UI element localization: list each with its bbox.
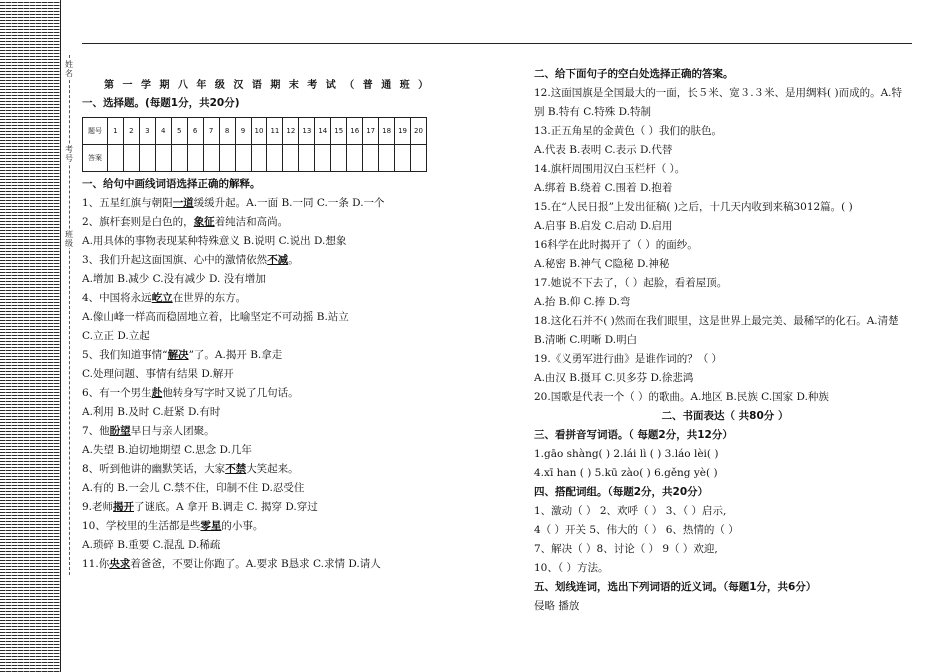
underlined-term: 零星 (200, 520, 222, 532)
line-text: 4（ ）开关 5、伟大的（ ） 6、热情的（ ） (534, 524, 739, 536)
line-text: 缓缓升起。A.一面 B.一同 C.一条 D.一个 (193, 197, 385, 209)
answer-cell[interactable] (331, 145, 347, 172)
line-text: A.利用 B.及时 C.赶紧 D.有时 (82, 406, 221, 418)
question-line (534, 464, 916, 483)
answer-table-number-cell: 13 (299, 118, 315, 145)
binding-margin (0, 0, 80, 672)
question-line (534, 521, 916, 540)
answer-cell[interactable] (203, 145, 219, 172)
question-line (534, 198, 916, 217)
line-text: 18.这化石并不( )然而在我们眼里，这是世界上最完美、最稀罕的化石。A.清楚 (534, 315, 899, 327)
question-line (82, 365, 427, 384)
answer-table-number-cell: 17 (363, 118, 379, 145)
binding-stripe-pattern (0, 0, 60, 672)
underlined-term: 揭开 (113, 501, 135, 513)
answer-cell[interactable] (187, 145, 203, 172)
answer-table-answer-row (83, 145, 427, 172)
answer-table-number-cell: 16 (347, 118, 363, 145)
question-line (82, 422, 427, 441)
answer-table-number-cell: 1 (107, 118, 123, 145)
line-text: 17.她说不下去了，（ ）起脸，看着屋顶。 (534, 277, 728, 289)
answer-table-number-cell: 9 (235, 118, 251, 145)
question-line (82, 327, 427, 346)
question-line (534, 236, 916, 255)
answer-cell[interactable] (347, 145, 363, 172)
answer-cell[interactable] (155, 145, 171, 172)
question-line (82, 270, 427, 289)
section-heading (534, 426, 916, 445)
question-line (82, 403, 427, 422)
line-text: A.有的 B.一会儿 C.禁不住，印制不住 D.忍受住 (82, 482, 305, 494)
question-line (82, 517, 427, 536)
question-line (534, 312, 916, 331)
question-line (534, 597, 916, 616)
question-line (82, 498, 427, 517)
question-line (82, 194, 427, 213)
answer-table-row2-label: 答案 (83, 145, 108, 172)
question-line (82, 213, 427, 232)
line-text: A.秘密 B.神气 C隐秘 D.神秘 (534, 258, 670, 270)
number-label: 考号 (65, 145, 73, 163)
answer-table-row1-label: 题号 (83, 118, 108, 145)
question-line (534, 540, 916, 559)
line-text: 10、学校里的生活都是些 (82, 520, 201, 532)
line-text: 别 B.特有 C.特殊 D.特制 (534, 106, 651, 118)
exam-title: 第 一 学 期 八 年 级 汉 语 期 末 考 试 （ 普 通 班 ） (104, 80, 431, 91)
line-text: 五、划线连词，选出下列词语的近义词。（每题1分，共6分） (534, 581, 817, 593)
line-text: A.增加 B.减少 C.没有减少 D. 没有增加 (82, 273, 266, 285)
section-heading (534, 65, 916, 84)
answer-table-number-cell: 14 (315, 118, 331, 145)
line-text: 4.xī han ( ) 5.kū zào( ) 6.gěng yè( ) (534, 467, 718, 479)
answer-cell[interactable] (171, 145, 187, 172)
section-heading (534, 578, 916, 597)
answer-table-number-cell: 18 (379, 118, 395, 145)
answer-table-number-cell: 20 (411, 118, 427, 145)
line-text: 8、听到他讲的幽默笑话，大家 (82, 463, 226, 475)
answer-table-number-cell: 19 (395, 118, 411, 145)
line-text: A.琐碎 B.重要 C.混乱 D.稀疏 (82, 539, 221, 551)
answer-cell[interactable] (379, 145, 395, 172)
question-line (534, 274, 916, 293)
question-line (534, 255, 916, 274)
line-text: A.由汉 B.摄耳 C.贝多芬 D.徐悲鸿 (534, 372, 694, 384)
underlined-term: 不减 (267, 254, 289, 266)
line-text: 四、搭配词组。（每题2分，共20分） (534, 486, 709, 498)
answer-table-number-cell: 8 (219, 118, 235, 145)
line-text: 侵略 播放 (534, 600, 580, 612)
line-text: 10、（ ）方法。 (534, 562, 609, 574)
answer-cell[interactable] (123, 145, 139, 172)
name-label: 姓名 (65, 60, 73, 78)
question-line (534, 369, 916, 388)
answer-table-number-cell: 4 (155, 118, 171, 145)
section1-heading: 一、选择题。(每题1分，共20分) (82, 97, 240, 109)
line-text: 9.老师 (82, 501, 114, 513)
answer-table-number-cell: 11 (267, 118, 283, 145)
right-question-list (534, 65, 916, 616)
line-text: 1、五星红旗与朝阳 (82, 197, 173, 209)
line-text: 他转身写字时又说了几句话。 (162, 387, 299, 399)
line-text: 14.旗杆周围用汉白玉栏杆（ ）。 (534, 163, 686, 175)
answer-table-number-cell: 12 (283, 118, 299, 145)
question-line (534, 141, 916, 160)
question-line (82, 384, 427, 403)
line-text: A.像山峰一样高而稳固地立着，比喻坚定不可动摇 B.站立 (82, 311, 349, 323)
line-text: 着爸爸，不要让你跑了。A.要求 B恳求 C.求情 D.请人 (130, 558, 381, 570)
answer-table (82, 117, 427, 172)
question-line (534, 502, 916, 521)
question-line (534, 217, 916, 236)
header-rule (82, 43, 912, 44)
answer-cell[interactable] (139, 145, 155, 172)
question-line (82, 555, 427, 574)
answer-table-number-cell: 2 (123, 118, 139, 145)
question-line (534, 122, 916, 141)
line-text: 7、他 (82, 425, 110, 437)
line-text: 2、旗杆套则是白色的， (82, 216, 194, 228)
question-line (82, 460, 427, 479)
underlined-term: 屹立 (151, 292, 173, 304)
line-text: 二、给下面句子的空白处选择正确的答案。 (534, 68, 734, 80)
answer-cell[interactable] (267, 145, 283, 172)
underlined-term: 赴 (151, 387, 163, 399)
answer-cell[interactable] (107, 145, 123, 172)
answer-cell[interactable] (363, 145, 379, 172)
question-line (82, 536, 427, 555)
answer-cell[interactable] (235, 145, 251, 172)
question-line (82, 346, 427, 365)
answer-table-number-cell: 6 (187, 118, 203, 145)
line-text: 着纯洁和高尚。 (214, 216, 289, 228)
line-text: A.绑着 B.绕着 C.围着 D.抱着 (534, 182, 673, 194)
line-text: 1、激动（ ） 2、欢呼（ ） 3、（ ）启示, (534, 505, 727, 517)
underlined-term: 不禁 (225, 463, 247, 475)
line-text: 大笑起来。 (246, 463, 299, 475)
line-text: 7、解决（ ）8、讨论（ ） 9（ ）欢迎, (534, 543, 718, 555)
answer-cell[interactable] (219, 145, 235, 172)
line-text: 在世界的东方。 (172, 292, 247, 304)
line-text: 19.《义勇军进行曲》是谁作词的？（ ） (534, 353, 723, 365)
line-text: A.用具体的事物表现某种特殊意义 B.说明 C.说出 D.想象 (82, 235, 347, 247)
answer-table-number-cell: 10 (251, 118, 267, 145)
question-line (82, 308, 427, 327)
answer-cell[interactable] (251, 145, 267, 172)
question-line (534, 160, 916, 179)
line-text: 6、有一个男生 (82, 387, 152, 399)
line-text: A.抬 B.仰 C.捧 D.弯 (534, 296, 631, 308)
line-text: C.立正 D.立起 (82, 330, 150, 342)
line-text: 15.在“人民日报”上发出征稿( )之后，十几天内收到来稿3012篇。( ) (534, 201, 853, 213)
question-line (82, 251, 427, 270)
binding-gutter (60, 0, 81, 672)
question-line (534, 179, 916, 198)
question-line (534, 103, 916, 122)
line-text: 12.这面国旗是全国最大的一面，长５米、宽３.３米、是用绸料( )而成的。A.特 (534, 87, 902, 99)
answer-table-number-cell: 7 (203, 118, 219, 145)
line-text: 4、中国将永远 (82, 292, 152, 304)
part1-heading: 一、给句中画线词语选择正确的解释。 (82, 178, 261, 190)
question-line (534, 445, 916, 464)
answer-cell[interactable] (299, 145, 315, 172)
question-line (534, 331, 916, 350)
line-text: 三、看拼音写词语。（ 每题2分，共12分） (534, 429, 733, 441)
cut-line (69, 55, 70, 575)
question-line (82, 232, 427, 251)
answer-cell[interactable] (283, 145, 299, 172)
left-column (82, 60, 431, 574)
line-text: 二、书面表达（ 共80分 ） (661, 410, 789, 422)
line-text: 1.gāo shàng( ) 2.lái lì ( ) 3.láo lèi( ) (534, 448, 719, 460)
class-label: 班级 (65, 230, 73, 248)
question-line (82, 289, 427, 308)
question-line (82, 441, 427, 460)
question-line (82, 479, 427, 498)
left-question-list (82, 194, 427, 574)
line-text: 3、我们升起这面国旗、心中的激情依然 (82, 254, 268, 266)
line-text: 20.国歌是代表一个（ ）的歌曲。A.地区 B.民族 C.国家 D.种族 (534, 391, 829, 403)
line-text: 的小事。 (221, 520, 264, 532)
line-text: 11.你 (82, 558, 110, 570)
answer-table-number-cell: 3 (139, 118, 155, 145)
answer-cell[interactable] (411, 145, 427, 172)
section-heading (534, 407, 916, 426)
line-text: ”了。A.揭开 B.拿走 (188, 349, 283, 361)
line-text: C.处理问题、事情有结果 D.解开 (82, 368, 234, 380)
line-text: 5、我们知道事情“ (82, 349, 168, 361)
right-column (534, 60, 916, 616)
underlined-term: 解决 (167, 349, 189, 361)
question-line (534, 84, 916, 103)
underlined-term: 央求 (109, 558, 131, 570)
question-line (534, 559, 916, 578)
answer-table-number-cell: 5 (171, 118, 187, 145)
line-text: A.启事 B.启发 C.启动 D.启用 (534, 220, 673, 232)
line-text: A.失望 B.迫切地期望 C.思念 D.几年 (82, 444, 252, 456)
line-text: 早日与亲人团聚。 (130, 425, 215, 437)
line-text: B.清晰 C.明晰 D.明白 (534, 334, 638, 346)
line-text: 了谜底。A 拿开 B.调走 C. 揭穿 D.穿过 (134, 501, 318, 513)
question-line (534, 350, 916, 369)
answer-table-number-row (83, 118, 427, 145)
answer-cell[interactable] (315, 145, 331, 172)
answer-table-number-cell: 15 (331, 118, 347, 145)
line-text: 。 (288, 254, 299, 266)
question-line (534, 388, 916, 407)
underlined-term: 盼望 (109, 425, 131, 437)
underlined-term: 象征 (193, 216, 215, 228)
underlined-term: 一道 (172, 197, 194, 209)
line-text: A.代表 B.表明 C.表示 D.代替 (534, 144, 673, 156)
line-text: 13.正五角星的金黄色（ ）我们的肤色。 (534, 125, 723, 137)
line-text: 16科学在此时揭开了（ ）的面纱。 (534, 239, 698, 251)
answer-cell[interactable] (395, 145, 411, 172)
question-line (534, 293, 916, 312)
section-heading (534, 483, 916, 502)
